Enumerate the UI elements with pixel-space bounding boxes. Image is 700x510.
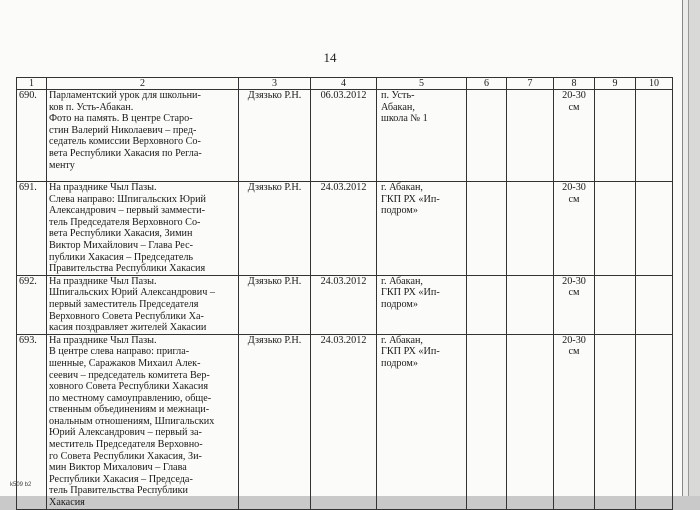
column-header: 9 — [595, 78, 636, 90]
empty-cell — [595, 334, 636, 509]
empty-cell — [636, 90, 673, 182]
header-row — [17, 78, 673, 90]
record-number: 691. — [17, 182, 47, 276]
page-edge-back — [688, 0, 700, 496]
column-header: 3 — [239, 78, 311, 90]
column-header: 2 — [47, 78, 239, 90]
empty-cell — [507, 334, 554, 509]
empty-cell — [595, 90, 636, 182]
empty-cell — [507, 275, 554, 334]
photo-description: На празднике Чыл Пазы. В центре слева направо: пригла- шенные, Саражаков Михаил Алек- сеевич – председатель комитета Вер- ховного Совета Республики Хакасия по местному самоуправлению, обще- ственным объединениям и межнаци- ональным отношениям, Шпигальских Юрий Александрович – первый за- меститель Председателя Верховно- го Совета Республики Хакасия, Зи- мин Виктор Михалович – Глава Республики Хакасия – Председа- тель Правительства Республики Хакасия — [47, 334, 239, 509]
footer-code: k509 b2 — [10, 482, 32, 488]
catalog-table — [16, 77, 673, 510]
photo-author: Дзязько Р.Н. — [239, 90, 311, 182]
empty-cell — [467, 275, 507, 334]
column-header: 1 — [17, 78, 47, 90]
column-header: 10 — [636, 78, 673, 90]
photo-date: 24.03.2012 — [311, 334, 377, 509]
empty-cell — [595, 182, 636, 276]
photo-date: 06.03.2012 — [311, 90, 377, 182]
column-header: 8 — [554, 78, 595, 90]
table-row — [17, 90, 673, 182]
empty-cell — [467, 334, 507, 509]
empty-cell — [595, 275, 636, 334]
empty-cell — [636, 334, 673, 509]
photo-location: г. Абакан, ГКП РХ «Ип- подром» — [377, 275, 467, 334]
photo-location: г. Абакан, ГКП РХ «Ип- подром» — [377, 182, 467, 276]
empty-cell — [467, 182, 507, 276]
photo-description: На празднике Чыл Пазы. Шпигальских Юрий Александрович – первый заместитель Председателя Верховного Совета Республики Ха- касия поздравляет жителей Хакасии — [47, 275, 239, 334]
photo-location: п. Усть- Абакан, школа № 1 — [377, 90, 467, 182]
record-number: 693. — [17, 334, 47, 509]
photo-date: 24.03.2012 — [311, 275, 377, 334]
photo-description: На празднике Чыл Пазы. Слева направо: Шпигальских Юрий Александрович – первый заммести- тель Председателя Верховного Со- вета Республики Хакасия, Зимин Виктор Михайлович – Глава Рес- публики Хакасия – Председатель Правительства Республики Хакасия — [47, 182, 239, 276]
photo-date: 24.03.2012 — [311, 182, 377, 276]
record-number: 690. — [17, 90, 47, 182]
empty-cell — [636, 182, 673, 276]
column-header: 7 — [507, 78, 554, 90]
photo-size: 20-30 см — [554, 334, 595, 509]
column-header: 5 — [377, 78, 467, 90]
empty-cell — [467, 90, 507, 182]
photo-size: 20-30 см — [554, 275, 595, 334]
photo-author: Дзязько Р.Н. — [239, 275, 311, 334]
column-header: 6 — [467, 78, 507, 90]
empty-cell — [507, 182, 554, 276]
page-number: 14 — [323, 50, 337, 65]
photo-size: 20-30 см — [554, 90, 595, 182]
table-row — [17, 182, 673, 276]
empty-cell — [507, 90, 554, 182]
empty-cell — [636, 275, 673, 334]
column-header: 4 — [311, 78, 377, 90]
photo-location: г. Абакан, ГКП РХ «Ип- подром» — [377, 334, 467, 509]
photo-author: Дзязько Р.Н. — [239, 182, 311, 276]
record-number: 692. — [17, 275, 47, 334]
table-row — [17, 275, 673, 334]
photo-size: 20-30 см — [554, 182, 595, 276]
table-row — [17, 334, 673, 509]
photo-description: Парламентский урок для школьни- ков п. Усть-Абакан. Фото на память. В центре Старо- стин Валерий Николаевич – пред- седатель комиссии Верховного Со- вета Республики Хакасия по Регла- менту — [47, 90, 239, 182]
photo-author: Дзязько Р.Н. — [239, 334, 311, 509]
